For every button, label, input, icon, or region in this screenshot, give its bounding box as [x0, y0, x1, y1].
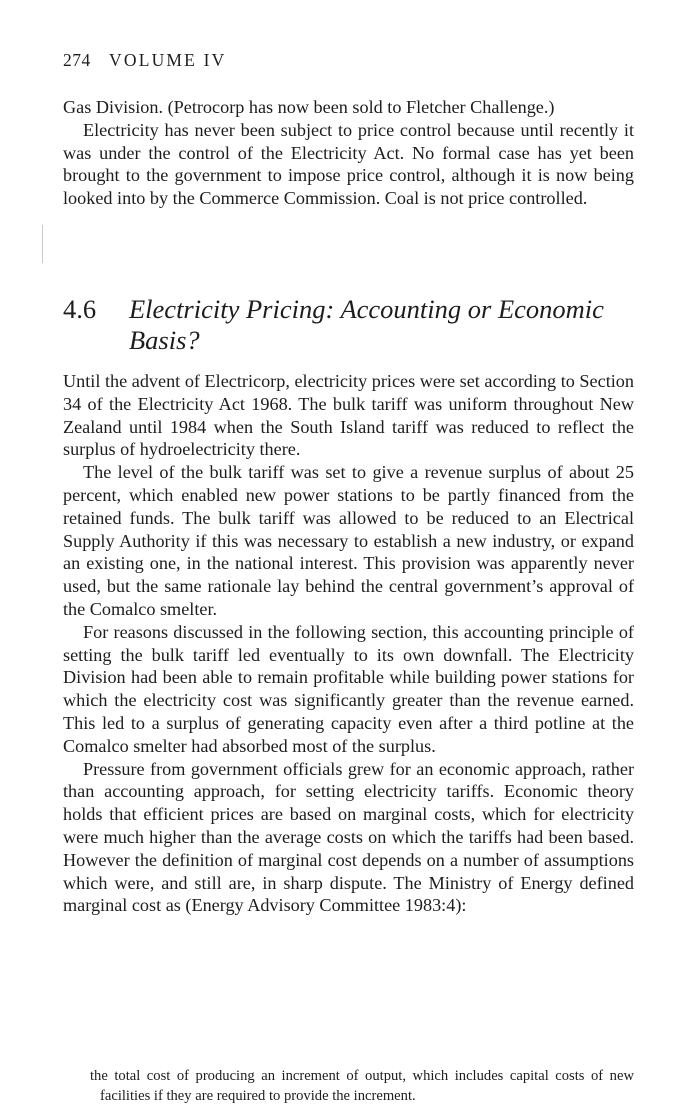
paragraph: Electricity has never been subject to price control because until recently it was under the control of the Electricity Act. No formal case has yet been brought to the government to impose price control, although it is now being looked into by the Commerce Commission. Coal is not price controlled. — [63, 119, 634, 209]
paragraph: Gas Division. (Petrocorp has now been sold to Fletcher Challenge.) — [63, 97, 555, 117]
text-block-main — [63, 370, 634, 917]
section-title: Electricity Pricing: Accounting or Economic Basis? — [129, 294, 604, 355]
paragraph: Pressure from government officials grew for an economic approach, rather than accounting approach, for setting electricity tariffs. Economic theory holds that efficient prices are based on marginal costs, which for electricity were much higher than the average costs on which the tariffs had been based. However the definition of marginal cost depends on a number of assumptions which were, and still are, in sharp dispute. The Ministry of Energy defined marginal cost as (Energy Advisory Committee 1983:4): — [63, 758, 634, 916]
paragraph: The level of the bulk tariff was set to give a revenue surplus of about 25 percent, which enabled new power stations to be partly financed from the retained funds. The bulk tariff was allowed to be reduced to an Electrical Supply Authority if this was necessary to establish a new industry, or expand an existing one, in the national interest. This provision was apparently never used, but the same rationale lay behind the central government’s approval of the Comalco smelter. — [63, 462, 634, 619]
margin-mark — [42, 225, 43, 263]
paragraph: Until the advent of Electricorp, electricity prices were set according to Section 34 of the Electricity Act 1968. The bulk tariff was uniform throughout New Zealand until 1984 when the South Island tariff was reduced to reflect the surplus of hydroelectricity there. — [63, 371, 634, 460]
section-number: 4.6 — [63, 294, 97, 324]
block-quote — [90, 1067, 634, 1106]
page-number: 274 — [63, 50, 91, 70]
paragraph: For reasons discussed in the following section, this accounting principle of setting the bulk tariff led eventually to its own downfall. The Electricity Division had been able to remain profitable while building power stations for which the electricity cost was significantly greater than the revenue earned. This led to a surplus of generating capacity even after a third potline at the Comalco smelter had absorbed most of the surplus. — [63, 621, 634, 756]
text-block-top — [63, 96, 634, 210]
volume-label: VOLUME IV — [109, 50, 227, 70]
quote-text: the total cost of producing an increment of output, which includes capital costs of new facilities if they are required to provide the increment. — [90, 1068, 634, 1104]
running-head — [63, 50, 227, 71]
